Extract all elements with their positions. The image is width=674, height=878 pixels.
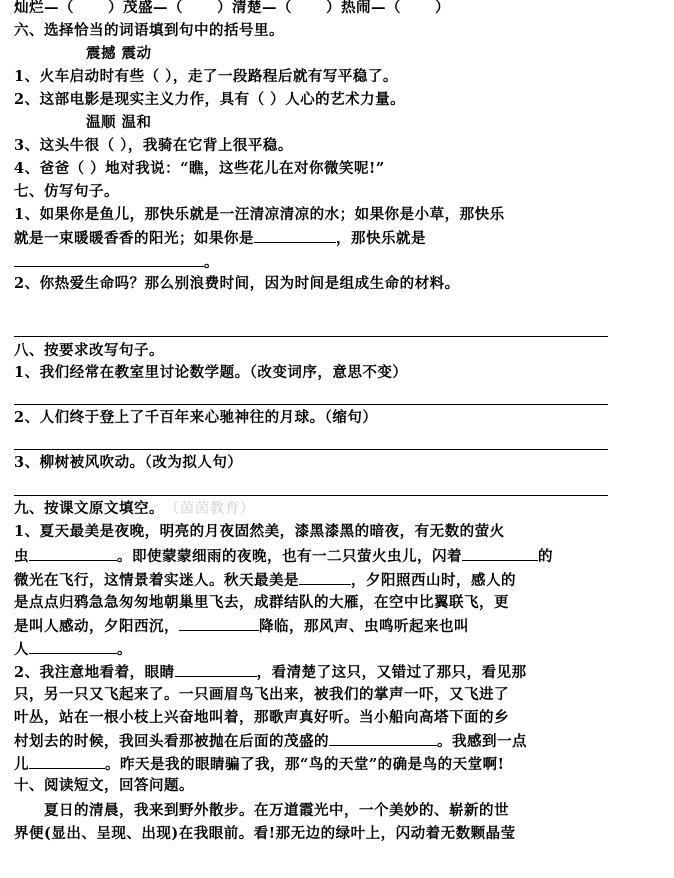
s9-p1-line6: 人 。 bbox=[14, 641, 132, 658]
s7-q1-line2: 就是一束暖暖香香的阳光；如果你是 ，那快乐就是 bbox=[14, 230, 426, 247]
s7-q1-line1: 1、如果你是鱼儿，那快乐就是一汪清凉清凉的水；如果你是小草，那快乐 bbox=[14, 206, 505, 223]
s9-p1-line3: 微光在飞行，这情景着实迷人。秋天最美是 ，夕阳照西山时，感人的 bbox=[14, 572, 516, 589]
s9-p1-line5: 是叫人感动，夕阳西沉， 降临，那风声、虫鸣听起来也叫 bbox=[14, 618, 469, 635]
s9-p2-line4: 村划去的时候，我回头看那被抛在后面的茂盛的 。我感到一点 bbox=[14, 733, 527, 750]
s9-p1-line1: 1、夏天最美是夜晚，明亮的月夜固然美，漆黑漆黑的暗夜，有无数的萤火 bbox=[14, 523, 505, 540]
s9-p2-line2: 只，另一只又飞起来了。一只画眉鸟飞出来，被我们的掌声一吓，又飞进了 bbox=[14, 686, 509, 703]
section-9-heading: 九、按课文原文填空。 （茵茵教育） bbox=[14, 500, 255, 517]
passage-line-2: 界便(显出、呈现、出现)在我眼前。看!那无边的绿叶上，闪动着无数颗晶莹 bbox=[14, 825, 516, 842]
top-word-line: 灿烂—（ ）茂盛—（ ）清楚—（ ）热闹—（ ） bbox=[14, 0, 450, 16]
word-pair-1: 震撼 震动 bbox=[86, 45, 152, 62]
section-7-heading: 七、仿写句子。 bbox=[14, 183, 119, 200]
s9-p2-line1: 2、我注意地看着，眼睛 ，看清楚了这只，又错过了那只，看见那 bbox=[14, 664, 527, 681]
passage-line-1: 夏日的清晨，我来到野外散步。在万道霞光中，一个美妙的、崭新的世 bbox=[44, 802, 509, 819]
s8-question-1: 1、我们经常在教室里讨论数学题。（改变词序，意思不变） bbox=[14, 364, 408, 381]
s9-p2-line3: 叶丛，站在一根小枝上兴奋地叫着，那歌声真好听。当小船向高塔下面的乡 bbox=[14, 709, 509, 726]
answer-blank[interactable] bbox=[462, 546, 538, 561]
s9-p1-line2: 虫 。即使蒙蒙细雨的夜晚，也有一二只萤火虫儿，闪着 的 bbox=[14, 548, 553, 565]
section-6-heading: 六、选择恰当的词语填到句中的括号里。 bbox=[14, 22, 284, 39]
answer-blank[interactable] bbox=[29, 754, 105, 769]
s6-question-3: 3、这头牛很（ ），我骑在它背上很平稳。 bbox=[14, 137, 293, 154]
answer-line[interactable] bbox=[14, 449, 608, 450]
answer-blank[interactable] bbox=[329, 731, 437, 746]
answer-blank[interactable] bbox=[175, 662, 257, 677]
answer-line[interactable] bbox=[14, 495, 608, 496]
answer-blank[interactable] bbox=[29, 546, 117, 561]
section-8-heading: 八、按要求改写句子。 bbox=[14, 342, 164, 359]
s8-question-2: 2、人们终于登上了千百年来心驰神往的月球。（缩句） bbox=[14, 409, 378, 426]
answer-blank[interactable] bbox=[254, 228, 336, 243]
s9-p1-line4: 是点点归鸦急急匆匆地朝巢里飞去，成群结队的大雁，在空中比翼联飞，更 bbox=[14, 594, 509, 611]
word-pair-2: 温顺 温和 bbox=[86, 114, 152, 131]
s6-question-1: 1、火车启动时有些（ ），走了一段路程后就有写平稳了。 bbox=[14, 68, 398, 85]
section-10-heading: 十、阅读短文，回答问题。 bbox=[14, 777, 194, 794]
s9-p2-line5: 儿 。昨天是我的眼睛骗了我，那“鸟的天堂”的确是鸟的天堂啊! bbox=[14, 756, 505, 773]
answer-blank[interactable] bbox=[14, 252, 204, 267]
watermark: （茵茵教育） bbox=[172, 501, 255, 517]
s8-question-3: 3、柳树被风吹动。（改为拟人句） bbox=[14, 454, 243, 471]
s7-q1-line3: 。 bbox=[14, 252, 219, 273]
answer-blank[interactable] bbox=[299, 570, 351, 585]
s6-question-2: 2、这部电影是现实主义力作，具有（ ）人心的艺术力量。 bbox=[14, 91, 406, 108]
answer-line[interactable] bbox=[14, 404, 608, 405]
answer-line[interactable] bbox=[14, 336, 608, 337]
s6-question-4: 4、爸爸（ ）地对我说：“瞧，这些花儿在对你微笑呢!” bbox=[14, 160, 385, 177]
answer-blank[interactable] bbox=[29, 639, 117, 654]
answer-blank[interactable] bbox=[179, 616, 259, 631]
s7-question-2: 2、你热爱生命吗？那么别浪费时间，因为时间是组成生命的材料。 bbox=[14, 275, 460, 292]
